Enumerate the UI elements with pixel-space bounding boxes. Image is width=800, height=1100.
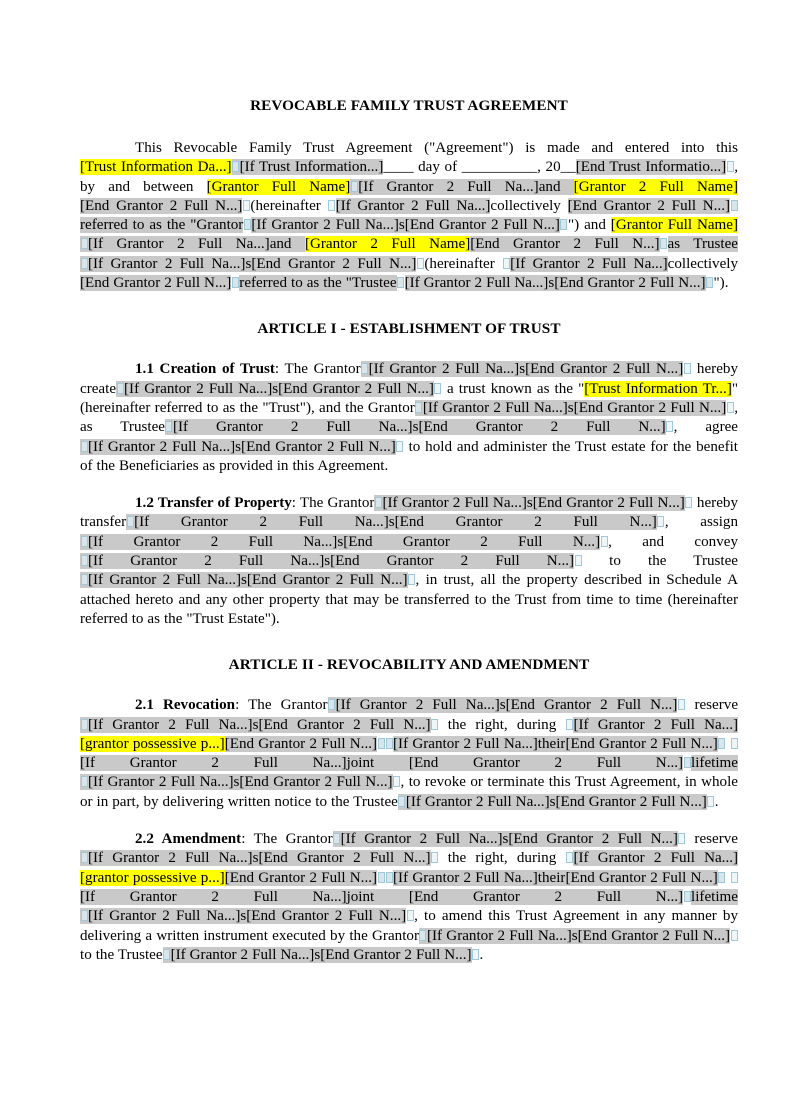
field-marker-box-icon <box>431 852 438 863</box>
clause-text-5: joint <box>346 755 409 772</box>
field-trust-information-date[interactable]: [Trust Information Da...] <box>80 159 232 176</box>
field-end-grantor2-4[interactable]: [End Grantor 2 Full N...] <box>565 869 718 886</box>
field-end-grantor2[interactable]: [End Grantor 2 Full N...] <box>239 774 393 791</box>
text-hereinafter-open-2: (hereinafter <box>424 255 503 272</box>
field-marker-box-icon <box>415 402 422 413</box>
field-if-grantor2[interactable]: [If Grantor 2 Full Na...] <box>170 946 315 963</box>
field-if-grantor2[interactable]: [If Grantor 2 Full Na...] <box>88 533 338 550</box>
text-plural-s: s <box>337 533 344 550</box>
field-marker-box-icon <box>431 719 438 730</box>
field-group-if-grantor2-1 <box>361 361 684 377</box>
clause-text-5: joint <box>346 888 409 905</box>
field-if-grantor2[interactable]: [If Grantor 2 Full Na...] <box>382 495 527 512</box>
field-marker-box-icon <box>398 796 405 807</box>
clause-text-8: . <box>714 793 719 810</box>
field-end-grantor2[interactable]: [End Grantor 2 Full N...] <box>246 908 407 925</box>
text-and: and <box>538 178 574 195</box>
field-end-grantor2[interactable]: [End Grantor 2 Full N...] <box>258 716 431 733</box>
field-end-grantor2[interactable]: [End Grantor 2 Full N...] <box>555 793 707 810</box>
clause-1-1 <box>80 360 738 476</box>
clause-text-6: , agree <box>673 419 739 436</box>
field-end-grantor2[interactable]: [End Grantor 2 Full N...] <box>394 514 657 531</box>
field-marker-box-icon <box>81 536 88 547</box>
field-marker-box-icon <box>81 441 88 452</box>
field-marker-box-icon <box>328 699 335 710</box>
field-if-grantor2-c[interactable]: [If Grantor 2 Full Na...] <box>251 217 399 234</box>
clause-text-6: , in trust, all the property described in Schedule A attached hereto and any other property that may be transferred to the Trust from time to time (hereinafter referred to as the "Trust Estate"). <box>80 572 738 627</box>
text-plural-s: s <box>252 716 259 733</box>
field-end-grantor2-f[interactable]: [End Grantor 2 Full N...] <box>80 275 232 292</box>
blank-day[interactable]: ____ <box>383 159 414 176</box>
clause-2-1 <box>80 696 738 812</box>
text-plural-s: s <box>548 275 555 292</box>
field-end-grantor2[interactable]: [End Grantor 2 Full N...] <box>418 419 666 436</box>
field-marker-box-icon <box>165 421 172 432</box>
field-end-grantor2-3[interactable]: [End Grantor 2 Full N...] <box>224 869 378 886</box>
field-marker-box-icon <box>417 258 424 269</box>
field-end-grantor2-5[interactable]: [End Grantor 2 Full N...] <box>408 888 684 905</box>
text-referred-to-grantor: referred to as the "Grantor <box>80 217 244 234</box>
text-plural-s: s <box>502 831 509 848</box>
field-marker-box-icon <box>731 930 738 941</box>
field-if-grantor2[interactable]: [If Grantor 2 Full Na...] <box>124 380 273 397</box>
field-end-grantor2[interactable]: [End Grantor 2 Full N...] <box>577 927 731 944</box>
field-marker-box-icon <box>503 258 510 269</box>
field-end-grantor2[interactable]: [End Grantor 2 Full N...] <box>278 380 434 397</box>
blank-date-long[interactable]: __________ <box>461 159 538 176</box>
field-if-grantor2[interactable]: [If Grantor 2 Full Na...] <box>368 361 520 378</box>
clause-label-suffix: : <box>291 495 300 512</box>
field-marker-box-icon <box>718 738 725 749</box>
field-if-grantor2-f[interactable]: [If Grantor 2 Full Na...] <box>510 255 668 272</box>
field-marker-box-icon <box>684 891 691 902</box>
clause-text-7: , to revoke or terminate this Trust Agreement, in whole or in part, by delivering written notice to the Trustee <box>80 774 738 810</box>
field-marker-box-icon <box>375 497 382 508</box>
field-marker-box-icon <box>397 277 404 288</box>
clause-text-6: lifetime <box>691 755 738 772</box>
field-end-grantor2-a[interactable]: [End Grantor 2 Full N...] <box>80 197 243 214</box>
clause-text-2: hereby create <box>80 361 738 397</box>
field-group-if-grantor2-3 <box>80 534 600 550</box>
text-by-and-between: , by and between <box>80 159 738 195</box>
field-end-grantor2-3[interactable]: [End Grantor 2 Full N...] <box>224 735 378 752</box>
field-group-if-grantor2-a <box>350 179 538 195</box>
field-marker-box-icon <box>393 776 400 787</box>
field-end-grantor2[interactable]: [End Grantor 2 Full N...] <box>241 438 396 455</box>
field-marker-box-icon <box>81 776 88 787</box>
clause-text-4: their <box>537 869 566 886</box>
intro-lead-text: This Revocable Family Trust Agreement ("Agreement") is made and entered into this <box>135 140 738 156</box>
text-plural-s: s <box>252 850 259 867</box>
field-marker-box-icon <box>419 930 426 941</box>
field-if-grantor2-4[interactable]: [If Grantor 2 Full Na...] <box>393 869 538 886</box>
clause-label-suffix: : <box>235 697 249 714</box>
clause-text-1: The Grantor <box>284 361 361 378</box>
field-marker-box-icon <box>81 555 88 566</box>
text-plural-s: s <box>388 514 395 531</box>
field-end-grantor2-g[interactable]: [End Grantor 2 Full N...] <box>554 275 706 292</box>
field-end-grantor2-4[interactable]: [End Grantor 2 Full N...] <box>565 735 718 752</box>
field-marker-box-icon <box>575 555 582 566</box>
field-marker-box-icon <box>333 833 340 844</box>
clause-text-3: a trust known as the " <box>441 380 585 397</box>
text-plural-s: s <box>412 419 419 436</box>
field-grantor-possessive-pronoun[interactable]: [grantor possessive p...] <box>80 735 225 752</box>
field-marker-box-icon <box>243 200 250 211</box>
field-marker-box-icon <box>684 757 691 768</box>
field-marker-box-icon <box>718 872 725 883</box>
field-end-grantor2[interactable]: [End Grantor 2 Full N...] <box>330 553 575 570</box>
clause-text-5: , as Trustee <box>80 399 738 436</box>
field-marker-box-icon <box>81 910 88 921</box>
text-plural-s: s <box>235 438 242 455</box>
field-end-grantor2[interactable]: [End Grantor 2 Full N...] <box>258 850 431 867</box>
field-end-grantor2-c[interactable]: [End Grantor 2 Full N...] <box>404 217 560 234</box>
field-marker-box-icon <box>163 949 170 960</box>
field-end-grantor2[interactable]: [End Grantor 2 Full N...] <box>508 831 678 848</box>
clause-number-1-1: 1.1 Creation of Trust <box>135 361 275 378</box>
field-grantor-full-name[interactable]: [Grantor Full Name] <box>206 178 351 195</box>
field-marker-box-icon <box>566 719 573 730</box>
field-end-grantor2[interactable]: [End Grantor 2 Full N...] <box>246 572 408 589</box>
text-plural-s: s <box>233 774 240 791</box>
field-group-if-grantor2-2 <box>126 514 657 530</box>
field-if-grantor2[interactable]: [If Grantor 2 Full Na...] <box>422 399 568 416</box>
field-end-grantor2-5[interactable]: [End Grantor 2 Full N...] <box>408 755 684 772</box>
field-if-grantor2[interactable]: [If Grantor 2 Full Na...] <box>88 553 325 570</box>
field-marker-box-icon <box>361 363 368 374</box>
field-marker-box-icon <box>727 161 734 172</box>
field-if-grantor2-5[interactable]: [If Grantor 2 Full Na...] <box>80 755 347 772</box>
field-if-grantor2[interactable]: [If Grantor 2 Full Na...] <box>88 236 270 253</box>
text-collectively-2: collectively <box>667 255 739 272</box>
article-heading-2: ARTICLE II - REVOCABILITY AND AMENDMENT <box>228 656 590 674</box>
clause-text-1: The Grantor <box>299 495 375 512</box>
field-group-if-grantor2-2 <box>80 850 431 866</box>
clause-text-3: , assign <box>664 514 739 531</box>
field-group-if-grantor2-4 <box>80 553 574 569</box>
article-heading-1: ARTICLE I - ESTABLISHMENT OF TRUST <box>257 320 561 338</box>
field-group-if-grantor2-6 <box>80 908 406 924</box>
text-and-2: and <box>579 217 611 234</box>
field-marker-box-icon <box>657 516 664 527</box>
field-if-grantor2[interactable]: [If Grantor 2 Full Na...] <box>340 831 503 848</box>
field-marker-box-icon <box>707 796 714 807</box>
field-marker-box-icon <box>706 277 713 288</box>
clause-text-3: the right, during <box>438 716 566 733</box>
field-if-grantor2[interactable]: [If Grantor 2 Full Na...] <box>426 927 572 944</box>
field-marker-box-icon <box>81 238 88 249</box>
field-group-if-grantor2-3 <box>415 400 726 416</box>
field-end-grantor2[interactable]: [End Grantor 2 Full N...] <box>343 533 601 550</box>
clause-text-4: " (hereinafter referred to as the "Trust"), and the Grantor <box>80 380 739 416</box>
field-group-trust-info <box>232 159 384 175</box>
field-grantor-full-name-2[interactable]: [Grantor Full Name] <box>610 217 739 234</box>
field-group-if-grantor2-8 <box>163 947 472 963</box>
field-marker-box-icon <box>408 574 415 585</box>
field-group-if-grantor2-1 <box>374 495 684 511</box>
field-if-grantor2-3[interactable]: [If Grantor 2 Full Na...] <box>573 716 739 733</box>
field-marker-box-icon <box>727 402 734 413</box>
page-title: REVOCABLE FAMILY TRUST AGREEMENT <box>250 97 568 114</box>
field-if-grantor2-b[interactable]: [If Grantor 2 Full Na...] <box>335 197 491 214</box>
clause-number-2-2: 2.2 Amendment <box>135 831 242 848</box>
field-end-grantor2-d[interactable]: [End Grantor 2 Full N...] <box>470 236 660 253</box>
field-if-grantor2[interactable]: [If Grantor 2 Full Na...] <box>134 514 389 531</box>
field-marker-box-icon <box>232 161 239 172</box>
field-marker-box-icon <box>666 421 673 432</box>
clause-text-3: the right, during <box>438 850 566 867</box>
clause-text-8: to the Trustee <box>80 946 163 963</box>
field-group-if-grantor2-7 <box>398 794 707 810</box>
field-if-grantor2[interactable]: [If Grantor 2 Full Na...] <box>88 850 253 867</box>
field-group-if-grantor2-e <box>80 256 416 272</box>
field-grantor2-full-name[interactable]: [Grantor 2 Full Name] <box>573 178 739 195</box>
text-plural-s: s <box>499 697 506 714</box>
field-end-grantor2-b[interactable]: [End Grantor 2 Full N...] <box>567 197 731 214</box>
field-marker-box-icon <box>434 383 441 394</box>
clause-number-2-1: 2.1 Revocation <box>135 697 236 714</box>
field-marker-box-icon <box>127 516 134 527</box>
text-day-of: day of <box>413 159 462 176</box>
field-group-if-grantor2-6 <box>80 774 393 790</box>
clause-text-2: hereby transfer <box>80 495 738 531</box>
clause-text-6: lifetime <box>691 888 738 905</box>
field-marker-box-icon <box>678 699 685 710</box>
text-plural-s: s <box>549 793 556 810</box>
field-end-grantor2[interactable]: [End Grantor 2 Full N...] <box>532 495 685 512</box>
field-group-if-grantor2-1 <box>333 831 678 847</box>
text-plural-s: s <box>567 399 574 416</box>
clause-text-4: their <box>537 735 566 752</box>
clause-text-7: , to amend this Trust Agreement in any manner by delivering a written instrument executed by the Grantor <box>80 908 739 944</box>
text-plural-s: s <box>314 946 321 963</box>
field-if-grantor2-4[interactable]: [If Grantor 2 Full Na...] <box>393 735 538 752</box>
text-as-trustee: as Trustee <box>667 236 738 253</box>
field-marker-box-icon <box>351 181 358 192</box>
clause-text-2: reserve <box>694 831 738 848</box>
field-marker-box-icon <box>81 574 88 585</box>
document-body <box>80 96 738 965</box>
clause-text-1: The Grantor <box>253 831 333 848</box>
text-plural-s: s <box>272 380 279 397</box>
field-marker-box-icon <box>81 719 88 730</box>
clause-text-5: to the Trustee <box>582 553 739 570</box>
field-marker-box-icon <box>386 872 393 883</box>
field-if-grantor2[interactable]: [If Grantor 2 Full Na...] <box>88 774 234 791</box>
text-plural-s: s <box>519 361 526 378</box>
field-group-if-grantor2-d <box>80 236 270 252</box>
field-marker-box-icon <box>378 872 385 883</box>
field-if-grantor2-5[interactable]: [If Grantor 2 Full Na...] <box>80 888 347 905</box>
clause-text-1: The Grantor <box>248 697 328 714</box>
text-plural-s: s <box>398 217 405 234</box>
field-group-if-grantor2-1 <box>328 697 678 713</box>
field-end-grantor2[interactable]: [End Grantor 2 Full N...] <box>320 946 472 963</box>
field-if-grantor2-3[interactable]: [If Grantor 2 Full Na...] <box>573 850 739 867</box>
field-marker-box-icon <box>731 200 738 211</box>
clause-text-7: to hold and administer the Trust estate for the benefit of the Beneficiaries as provided in this Agreement. <box>80 438 738 474</box>
field-if-grantor2[interactable]: [If Grantor 2 Full Na...] <box>172 419 413 436</box>
text-plural-s: s <box>571 927 578 944</box>
field-group-if-grantor2-2 <box>116 381 434 397</box>
field-group-if-grantor2-5 <box>80 439 396 455</box>
field-trust-information-trust-name[interactable]: [Trust Information Tr...] <box>584 380 732 397</box>
field-if-grantor2[interactable]: [If Grantor 2 Full Na...] <box>405 793 550 810</box>
field-marker-box-icon <box>685 497 692 508</box>
field-marker-box-icon <box>684 363 691 374</box>
clause-text-9: . <box>479 946 484 963</box>
field-marker-box-icon <box>560 219 567 230</box>
field-end-grantor2[interactable]: [End Grantor 2 Full N...] <box>573 399 727 416</box>
field-marker-box-icon <box>386 738 393 749</box>
field-marker-box-icon <box>244 219 251 230</box>
text-and-3: and <box>269 236 305 253</box>
clause-text-2: reserve <box>694 697 739 714</box>
field-if-trust-information[interactable]: [If Trust Information...] <box>239 159 384 176</box>
field-marker-box-icon <box>566 852 573 863</box>
field-if-grantor2[interactable]: [If Grantor 2 Full Na...] <box>88 255 246 272</box>
clause-label-suffix: : <box>241 831 254 848</box>
text-hereinafter-open: (hereinafter <box>250 197 328 214</box>
field-marker-box-icon <box>81 852 88 863</box>
text-plural-s: s <box>324 553 331 570</box>
field-marker-box-icon <box>472 949 479 960</box>
field-end-trust-information[interactable]: [End Trust Informatio...] <box>575 159 727 176</box>
text-plural-s: s <box>241 572 247 589</box>
field-marker-box-icon <box>601 536 608 547</box>
field-marker-box-icon <box>731 872 738 883</box>
field-if-grantor2-g[interactable]: [If Grantor 2 Full Na...] <box>404 275 549 292</box>
clause-number-1-2: 1.2 Transfer of Property <box>135 495 292 512</box>
field-group-if-grantor2-4 <box>165 419 666 435</box>
clause-label-suffix: : <box>274 361 285 378</box>
field-if-grantor2[interactable]: [If Grantor 2 Full Na...] <box>358 178 539 195</box>
field-if-grantor2[interactable]: [If Grantor 2 Full Na...] <box>88 908 241 925</box>
field-if-grantor2[interactable]: [If Grantor 2 Full Na...] <box>88 716 253 733</box>
field-grantor-possessive-pronoun[interactable]: [grantor possessive p...] <box>80 869 225 886</box>
text-end-quote-period: "). <box>713 275 729 292</box>
text-plural-s: s <box>526 495 533 512</box>
text-collectively: collectively <box>490 197 568 214</box>
field-group-if-grantor2-5 <box>80 572 408 588</box>
field-marker-box-icon <box>232 277 239 288</box>
field-end-grantor2[interactable]: [End Grantor 2 Full N...] <box>505 697 678 714</box>
field-if-grantor2[interactable]: [If Grantor 2 Full Na...] <box>88 572 242 589</box>
field-marker-box-icon <box>731 738 738 749</box>
field-marker-box-icon <box>660 238 667 249</box>
field-marker-box-icon <box>678 833 685 844</box>
field-marker-box-icon <box>81 258 88 269</box>
text-close-quote-paren: ") <box>567 217 580 234</box>
clause-1-2 <box>80 494 738 629</box>
field-grantor2-full-name-2[interactable]: [Grantor 2 Full Name] <box>304 236 471 253</box>
field-end-grantor2[interactable]: [End Grantor 2 Full N...] <box>251 255 417 272</box>
field-marker-box-icon <box>407 910 414 921</box>
field-marker-box-icon <box>117 383 124 394</box>
clause-2-2 <box>80 830 738 965</box>
field-marker-box-icon <box>328 200 335 211</box>
text-referred-to-trustee: referred to as the "Trustee <box>239 275 397 292</box>
field-if-grantor2[interactable]: [If Grantor 2 Full Na...] <box>88 438 236 455</box>
text-plural-s: s <box>240 908 247 925</box>
field-marker-box-icon <box>396 441 403 452</box>
field-end-grantor2[interactable]: [End Grantor 2 Full N...] <box>525 361 684 378</box>
text-year-prefix: , 20__ <box>537 159 576 176</box>
field-group-if-grantor2-7 <box>419 928 730 944</box>
field-if-grantor2[interactable]: [If Grantor 2 Full Na...] <box>335 697 500 714</box>
field-group-if-grantor2-2 <box>80 717 431 733</box>
intro-paragraph <box>80 139 738 293</box>
text-plural-s: s <box>245 255 252 272</box>
clause-text-4: , and convey <box>608 533 738 550</box>
field-marker-box-icon <box>378 738 385 749</box>
